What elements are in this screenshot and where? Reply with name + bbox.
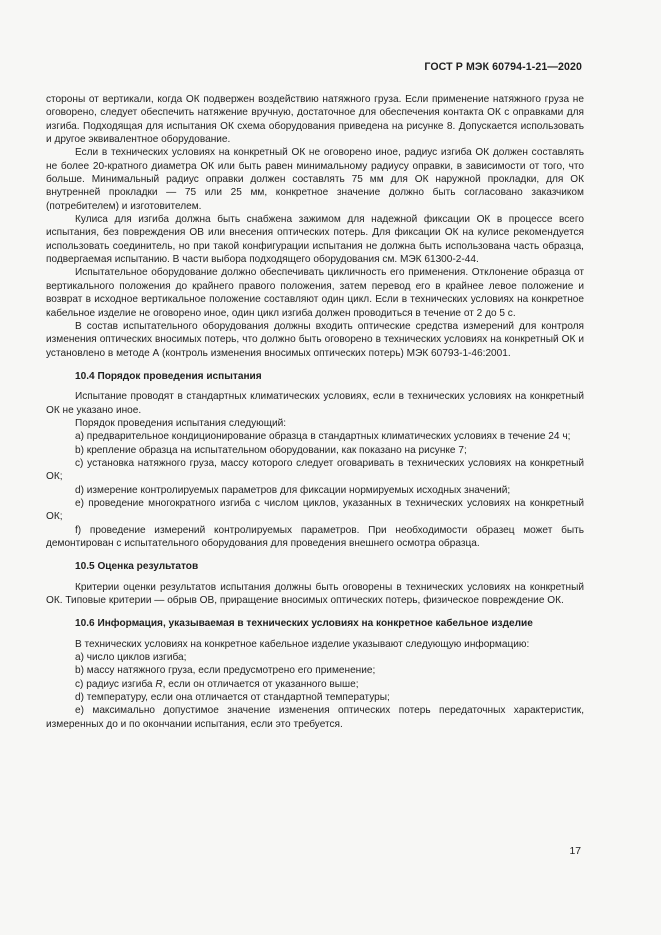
document-header: ГОСТ Р МЭК 60794-1-21—2020 — [424, 61, 582, 73]
radius-variable: R — [155, 678, 163, 690]
page-number: 17 — [569, 846, 581, 857]
list-item: e) максимально допустимое значение изменения оптических потерь передаточных характеристик, измеренных до и по окончании испытания, если это требуется. — [46, 705, 584, 730]
paragraph: Испытание проводят в стандартных климатических условиях, если в технических условиях на конкретный ОК не указано иное. — [46, 391, 584, 416]
paragraph: В состав испытательного оборудования должны входить оптические средства измерений для контроля изменения оптических вносимых потерь, что должно быть оговорено в технических условиях на конкретный ОК и установлено в методе А (контроль изменения вносимых оптических потерь) МЭК 60793-1-46:2001. — [46, 320, 584, 359]
list-item-text: c) радиус изгиба — [75, 678, 156, 690]
list-item: e) проведение многократного изгиба с числом циклов, указанных в технических условиях на конкретный ОК; — [46, 497, 584, 523]
list-item: a) число циклов изгиба; — [75, 652, 187, 664]
section-heading-10-4: 10.4 Порядок проведения испытания — [75, 370, 262, 382]
list-item: d) температуру, если она отличается от стандартной температуры; — [75, 692, 390, 704]
paragraph: Если в технических условиях на конкретный ОК не оговорено иное, радиус изгиба ОК должен составлять не более 20-кратного диаметра ОК или быть равен минимальному радиусу оправки, в зависимости от того, что больше. Минимальный радиус оправки должен составлять 75 мм для ОК наружной прокладки, для ОК внутренней прокладки — 75 или 25 мм, конкретное значение должно быть согласовано заказчиком (потребителем) и изготовителем. — [46, 147, 584, 212]
paragraph: Порядок проведения испытания следующий: — [75, 417, 287, 429]
paragraph: Испытательное оборудование должно обеспечивать цикличность его применения. Отклонение образца от вертикального положения до крайнего правого положения, затем перевод его в крайнее левое положение и возврат в исходное вертикальное положение составляют один цикл. Если в технических условиях на конкретное кабельное изделие не оговорено иное, один цикл изгиба должен проводиться в течение от 2 до 5 с. — [46, 267, 584, 319]
list-item: c) установка натяжного груза, массу которого следует оговаривать в технических условиях на конкретный ОК; — [46, 457, 584, 483]
page-body — [46, 93, 584, 731]
paragraph: стороны от вертикали, когда ОК подвержен воздействию натяжного груза. Если применение натяжного груза не оговорено, следует обеспечить натяжение вручную, достаточное для обеспечения контакта ОК с оправками для изгиба. Подходящая для испытания ОК схема оборудования приведена на рисунке 8. Допускается использовать и другое эквивалентное оборудование. — [46, 94, 584, 146]
list-item — [46, 678, 584, 691]
section-heading-10-5: 10.5 Оценка результатов — [75, 561, 199, 573]
list-item: a) предварительное кондиционирование образца в стандартных климатических условиях в течение 24 ч; — [75, 431, 571, 443]
section-heading-10-6: 10.6 Информация, указываемая в технических условиях на конкретное кабельное изделие — [75, 618, 533, 630]
list-item: b) массу натяжного груза, если предусмотрено его применение; — [75, 665, 376, 677]
paragraph: В технических условиях на конкретное кабельное изделие указывают следующую информацию: — [75, 638, 530, 650]
paragraph: Критерии оценки результатов испытания должны быть оговорены в технических условиях на конкретный ОК. Типовые критерии — обрыв ОВ, приращение вносимых оптических потерь, физическое повреждение ОК. — [46, 581, 584, 607]
list-item-text: , если он отличается от указанного выше; — [162, 678, 359, 690]
paragraph: Кулиса для изгиба должна быть снабжена зажимом для надежной фиксации ОК в процессе всего испытания, без повреждения ОВ или внесения оптических потерь. Для фиксации ОК на кулисе рекомендуется использовать соединитель, но при такой конфигурации испытания не должна быть использована часть образца, подвергаемая испытанию. В части выбора подходящего оборудования см. МЭК 61300-2-44. — [46, 214, 584, 266]
list-item: f) проведение измерений контролируемых параметров. При необходимости образец может быть демонтирован с испытательного оборудования для проведения внешнего осмотра образца. — [46, 524, 584, 549]
list-item: d) измерение контролируемых параметров для фиксации нормируемых исходных значений; — [75, 484, 511, 496]
list-item: b) крепление образца на испытательном оборудовании, как показано на рисунке 7; — [75, 444, 467, 456]
